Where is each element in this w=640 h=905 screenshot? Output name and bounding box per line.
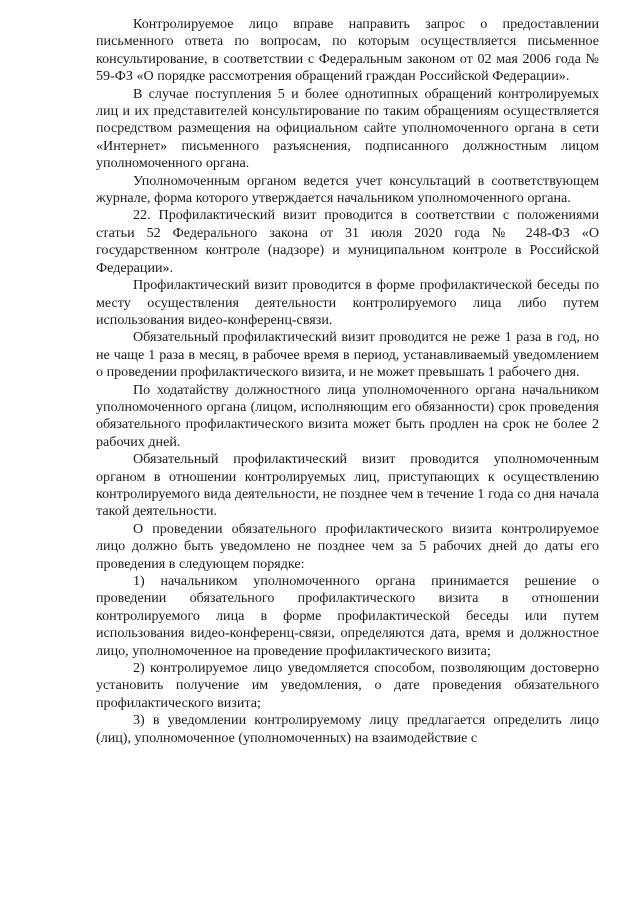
paragraph-notification-order: О проведении обязательного профилактического визита контролируемое лицо должно быть уведомлено не позднее чем за 5 рабочих дней до даты его проведения в следующем порядке: bbox=[96, 520, 599, 572]
paragraph-visit-form: Профилактический визит проводится в форме профилактической беседы по месту осуществления деятельности контролируемого лица либо путем использования видео-конференц-связи. bbox=[96, 277, 599, 328]
paragraph-item-2: 2) контролируемое лицо уведомляется способом, позволяющим достоверно установить получение им уведомления, о дате проведения обязательного профилактического визита; bbox=[96, 660, 599, 711]
document-body bbox=[96, 16, 599, 747]
paragraph-item-3: 3) в уведомлении контролируемому лицу предлагается определить лицо (лиц), уполномоченное (уполномоченных) на взаимодействие с bbox=[96, 712, 599, 746]
paragraph-consultation-log: Уполномоченным органом ведется учет консультаций в соответствующем журнале, форма которого утверждается начальником уполномоченного органа. bbox=[96, 172, 599, 207]
paragraph-visit-frequency: Обязательный профилактический визит проводится не реже 1 раза в год, но не чаще 1 раза в месяц, в рабочее время в период, устанавливаемый уведомлением о проведении профилактического визита, и не может превышать 1 рабочего дня. bbox=[96, 329, 599, 381]
paragraph-consultation-request: Контролируемое лицо вправе направить запрос о предоставлении письменного ответа по вопросам, по которым осуществляется письменное консультирование, в соответствии с Федеральным законом от 02 мая 2006 года № 59-ФЗ «О порядке рассмотрения обращений граждан Российской Федерации». bbox=[96, 16, 599, 85]
paragraph-similar-appeals: В случае поступления 5 и более однотипных обращений контролируемых лиц и их представителей консультирование по таким обращениям осуществляется посредством размещения на официальном сайте уполномоченного органа в сети «Интернет» письменного разъяснения, подписанного должностным лицом уполномоченного органа. bbox=[96, 85, 599, 172]
paragraph-visit-extension: По ходатайству должностного лица уполномоченного органа начальником уполномоченного органа (лицом, исполняющим его обязанности) срок проведения обязательного профилактического визита может быть продлен на срок не более 2 рабочих дней. bbox=[96, 381, 599, 450]
paragraph-new-activity: Обязательный профилактический визит проводится уполномоченным органом в отношении контролируемых лиц, приступающих к осуществлению контролируемого вида деятельности, не позднее чем в течение 1 года со дня начала такой деятельности. bbox=[96, 451, 599, 520]
paragraph-item-1: 1) начальником уполномоченного органа принимается решение о проведении обязательного профилактического визита в отношении контролируемого лица в форме профилактической беседы или путем использования видео-конференц-связи, определяются дата, время и должностное лицо, уполномоченное на проведение профилактического визита; bbox=[96, 573, 599, 659]
paragraph-section-22: 22. Профилактический визит проводится в соответствии с положениями статьи 52 Федерального закона от 31 июля 2020 года № 248-ФЗ «О государственном контроле (надзоре) и муниципальном контроле в Российской Федерации». bbox=[96, 207, 599, 276]
